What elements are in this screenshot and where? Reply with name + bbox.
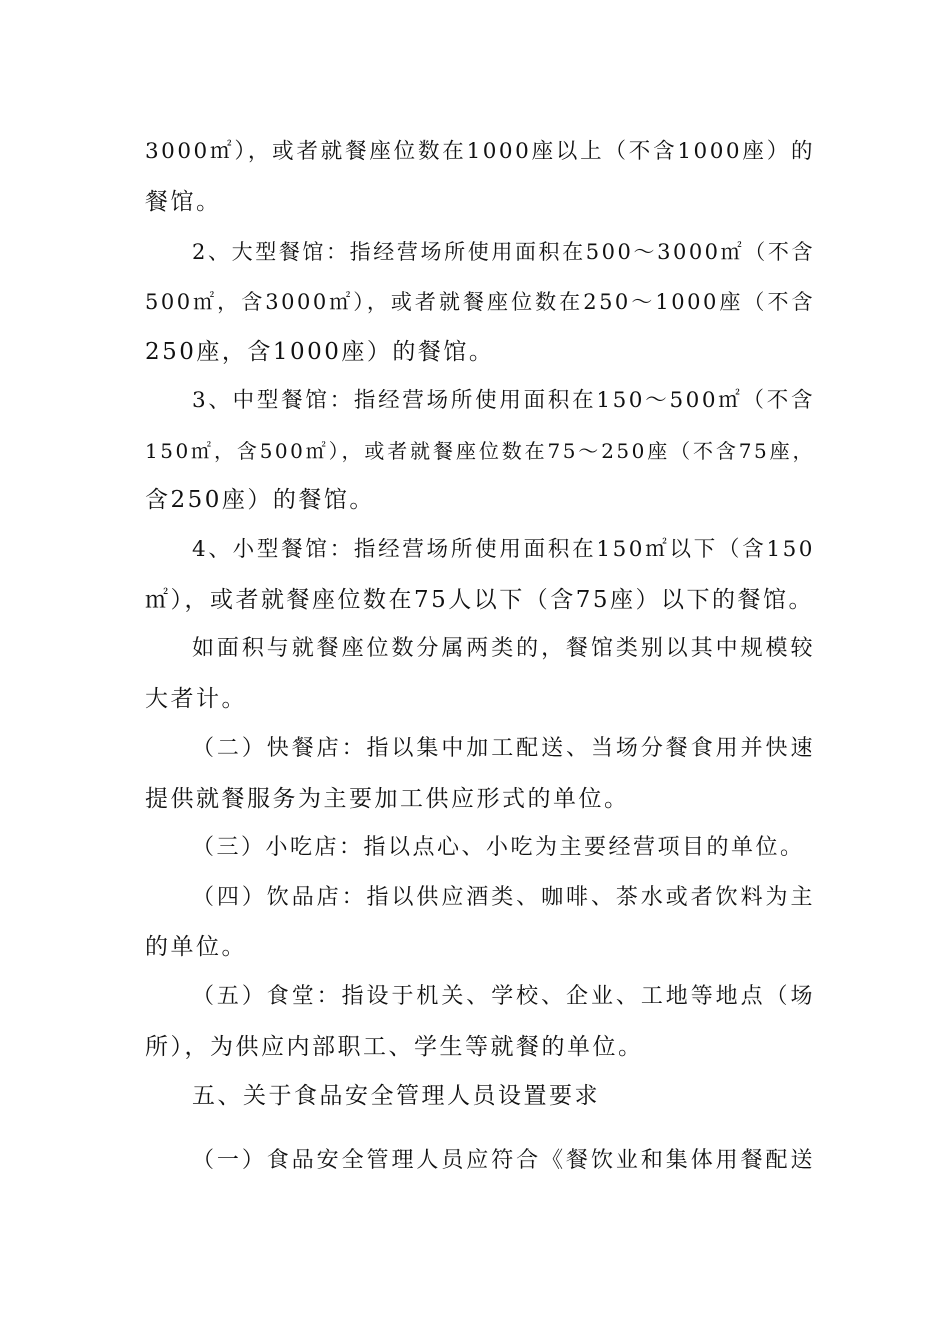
text-line: 4、小型餐馆：指经营场所使用面积在150㎡以下（含150	[192, 537, 815, 562]
text-line: 3、中型餐馆：指经营场所使用面积在150～500㎡（不含	[192, 388, 815, 413]
text-line: 2、大型餐馆：指经营场所使用面积在500～3000㎡（不含	[192, 240, 815, 264]
text-line: 的单位。	[145, 934, 247, 960]
text-line: （四）饮品店：指以供应酒类、咖啡、茶水或者饮料为主	[192, 885, 815, 910]
text-line: （五）食堂：指设于机关、学校、企业、工地等地点（场	[192, 984, 815, 1009]
section-heading: 五、关于食品安全管理人员设置要求	[192, 1083, 600, 1109]
text-line: ㎡），或者就餐座位数在75人以下（含75座）以下的餐馆。	[145, 587, 815, 613]
text-line: 150㎡，含500㎡），或者就餐座位数在75～250座（不含75座，	[145, 439, 815, 463]
text-line: （一）食品安全管理人员应符合《餐饮业和集体用餐配送	[192, 1148, 815, 1173]
text-line: 500㎡，含3000㎡），或者就餐座位数在250～1000座（不含	[145, 290, 815, 314]
text-line: 含250座）的餐馆。	[145, 487, 375, 513]
text-line: （三）小吃店：指以点心、小吃为主要经营项目的单位。	[192, 835, 805, 860]
text-line: 餐馆。	[145, 189, 222, 215]
text-line: 大者计。	[145, 686, 247, 712]
text-line: 如面积与就餐座位数分属两类的，餐馆类别以其中规模较	[192, 636, 815, 661]
text-line: 250座，含1000座）的餐馆。	[145, 339, 495, 365]
text-line: （二）快餐店：指以集中加工配送、当场分餐食用并快速	[192, 736, 815, 761]
text-line: 提供就餐服务为主要加工供应形式的单位。	[145, 786, 630, 812]
text-line: 3000㎡），或者就餐座位数在1000座以上（不含1000座）的	[145, 139, 815, 164]
text-line: 所），为供应内部职工、学生等就餐的单位。	[145, 1034, 644, 1060]
